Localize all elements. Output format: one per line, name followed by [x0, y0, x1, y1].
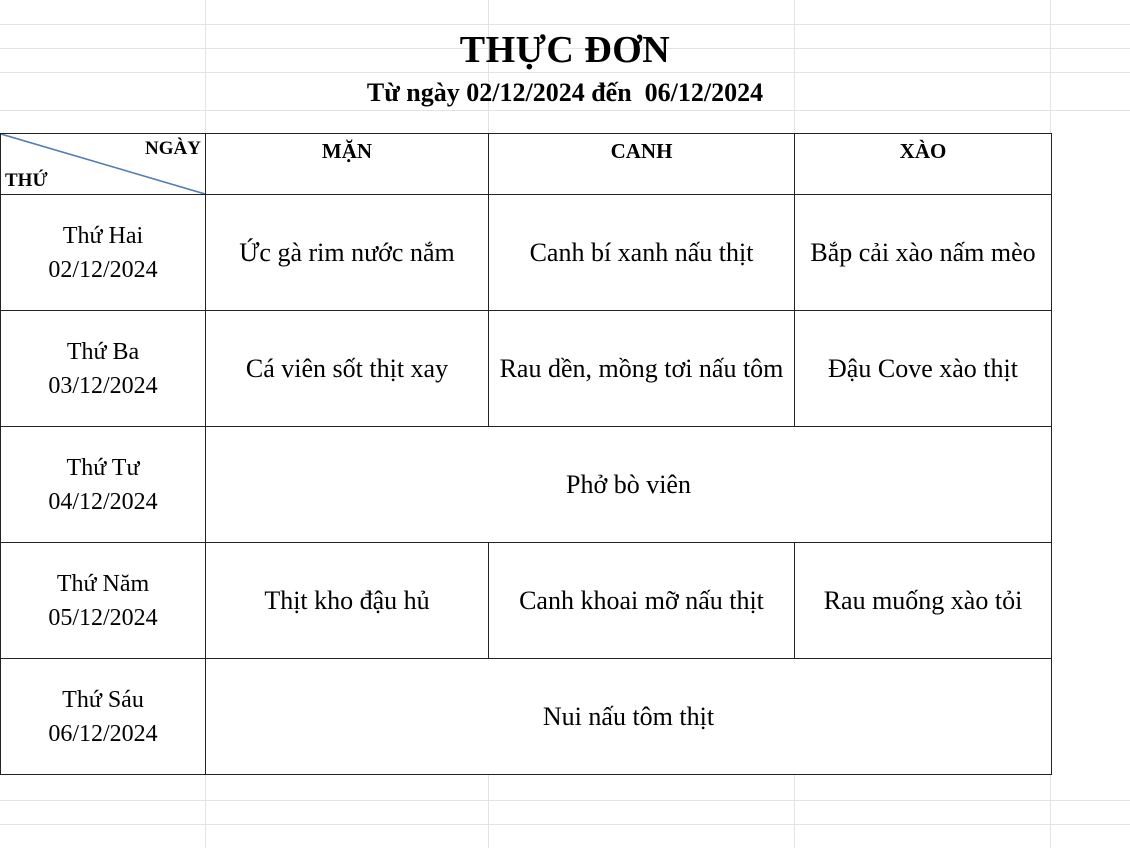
canh-dish-cell: Rau dền, mồng tơi nấu tôm — [489, 311, 795, 427]
day-name: Thứ Năm — [56, 570, 150, 597]
table-row — [1, 195, 1052, 311]
day-date: 04/12/2024 — [48, 488, 158, 515]
column-header-man: MẶN — [206, 134, 489, 195]
menu-table — [0, 133, 1052, 775]
canh-dish-cell: Canh khoai mỡ nấu thịt — [489, 543, 795, 659]
sheet-gridline — [0, 24, 1130, 25]
corner-label-ngay: NGÀY — [145, 138, 201, 159]
table-row — [1, 543, 1052, 659]
man-dish-cell: Thịt kho đậu hủ — [206, 543, 489, 659]
sheet-gridline — [0, 800, 1130, 801]
xao-dish-cell: Bắp cải xào nấm mèo — [795, 195, 1052, 311]
day-cell — [1, 427, 206, 543]
day-cell — [1, 195, 206, 311]
corner-header-cell — [1, 134, 206, 195]
day-date: 02/12/2024 — [48, 256, 158, 283]
day-cell — [1, 659, 206, 775]
page-title: THỰC ĐƠN — [459, 29, 671, 71]
header-row — [1, 134, 1052, 195]
combined-dish-cell: Phở bò viên — [206, 427, 1052, 543]
day-cell — [1, 543, 206, 659]
day-name: Thứ Hai — [62, 222, 144, 249]
day-date: 03/12/2024 — [48, 372, 158, 399]
xao-dish-cell: Đậu Cove xào thịt — [795, 311, 1052, 427]
sheet-gridline — [0, 824, 1130, 825]
table-row — [1, 427, 1052, 543]
table-row — [1, 659, 1052, 775]
day-name: Thứ Sáu — [62, 686, 144, 713]
date-range-subtitle: Từ ngày 02/12/2024 đến 06/12/2024 — [366, 78, 764, 107]
xao-dish-cell: Rau muống xào tỏi — [795, 543, 1052, 659]
canh-dish-cell: Canh bí xanh nấu thịt — [489, 195, 795, 311]
day-cell — [1, 311, 206, 427]
day-name: Thứ Ba — [66, 338, 140, 365]
day-date: 05/12/2024 — [48, 604, 158, 631]
table-row — [1, 311, 1052, 427]
man-dish-cell: Ức gà rim nước nắm — [206, 195, 489, 311]
sheet-gridline — [0, 72, 1130, 73]
sheet-gridline — [0, 110, 1130, 111]
man-dish-cell: Cá viên sốt thịt xay — [206, 311, 489, 427]
day-date: 06/12/2024 — [48, 720, 158, 747]
combined-dish-cell: Nui nấu tôm thịt — [206, 659, 1052, 775]
column-header-canh: CANH — [489, 134, 795, 195]
corner-label-thu: THỨ — [5, 170, 48, 191]
day-name: Thứ Tư — [66, 454, 140, 481]
column-header-xao: XÀO — [795, 134, 1052, 195]
